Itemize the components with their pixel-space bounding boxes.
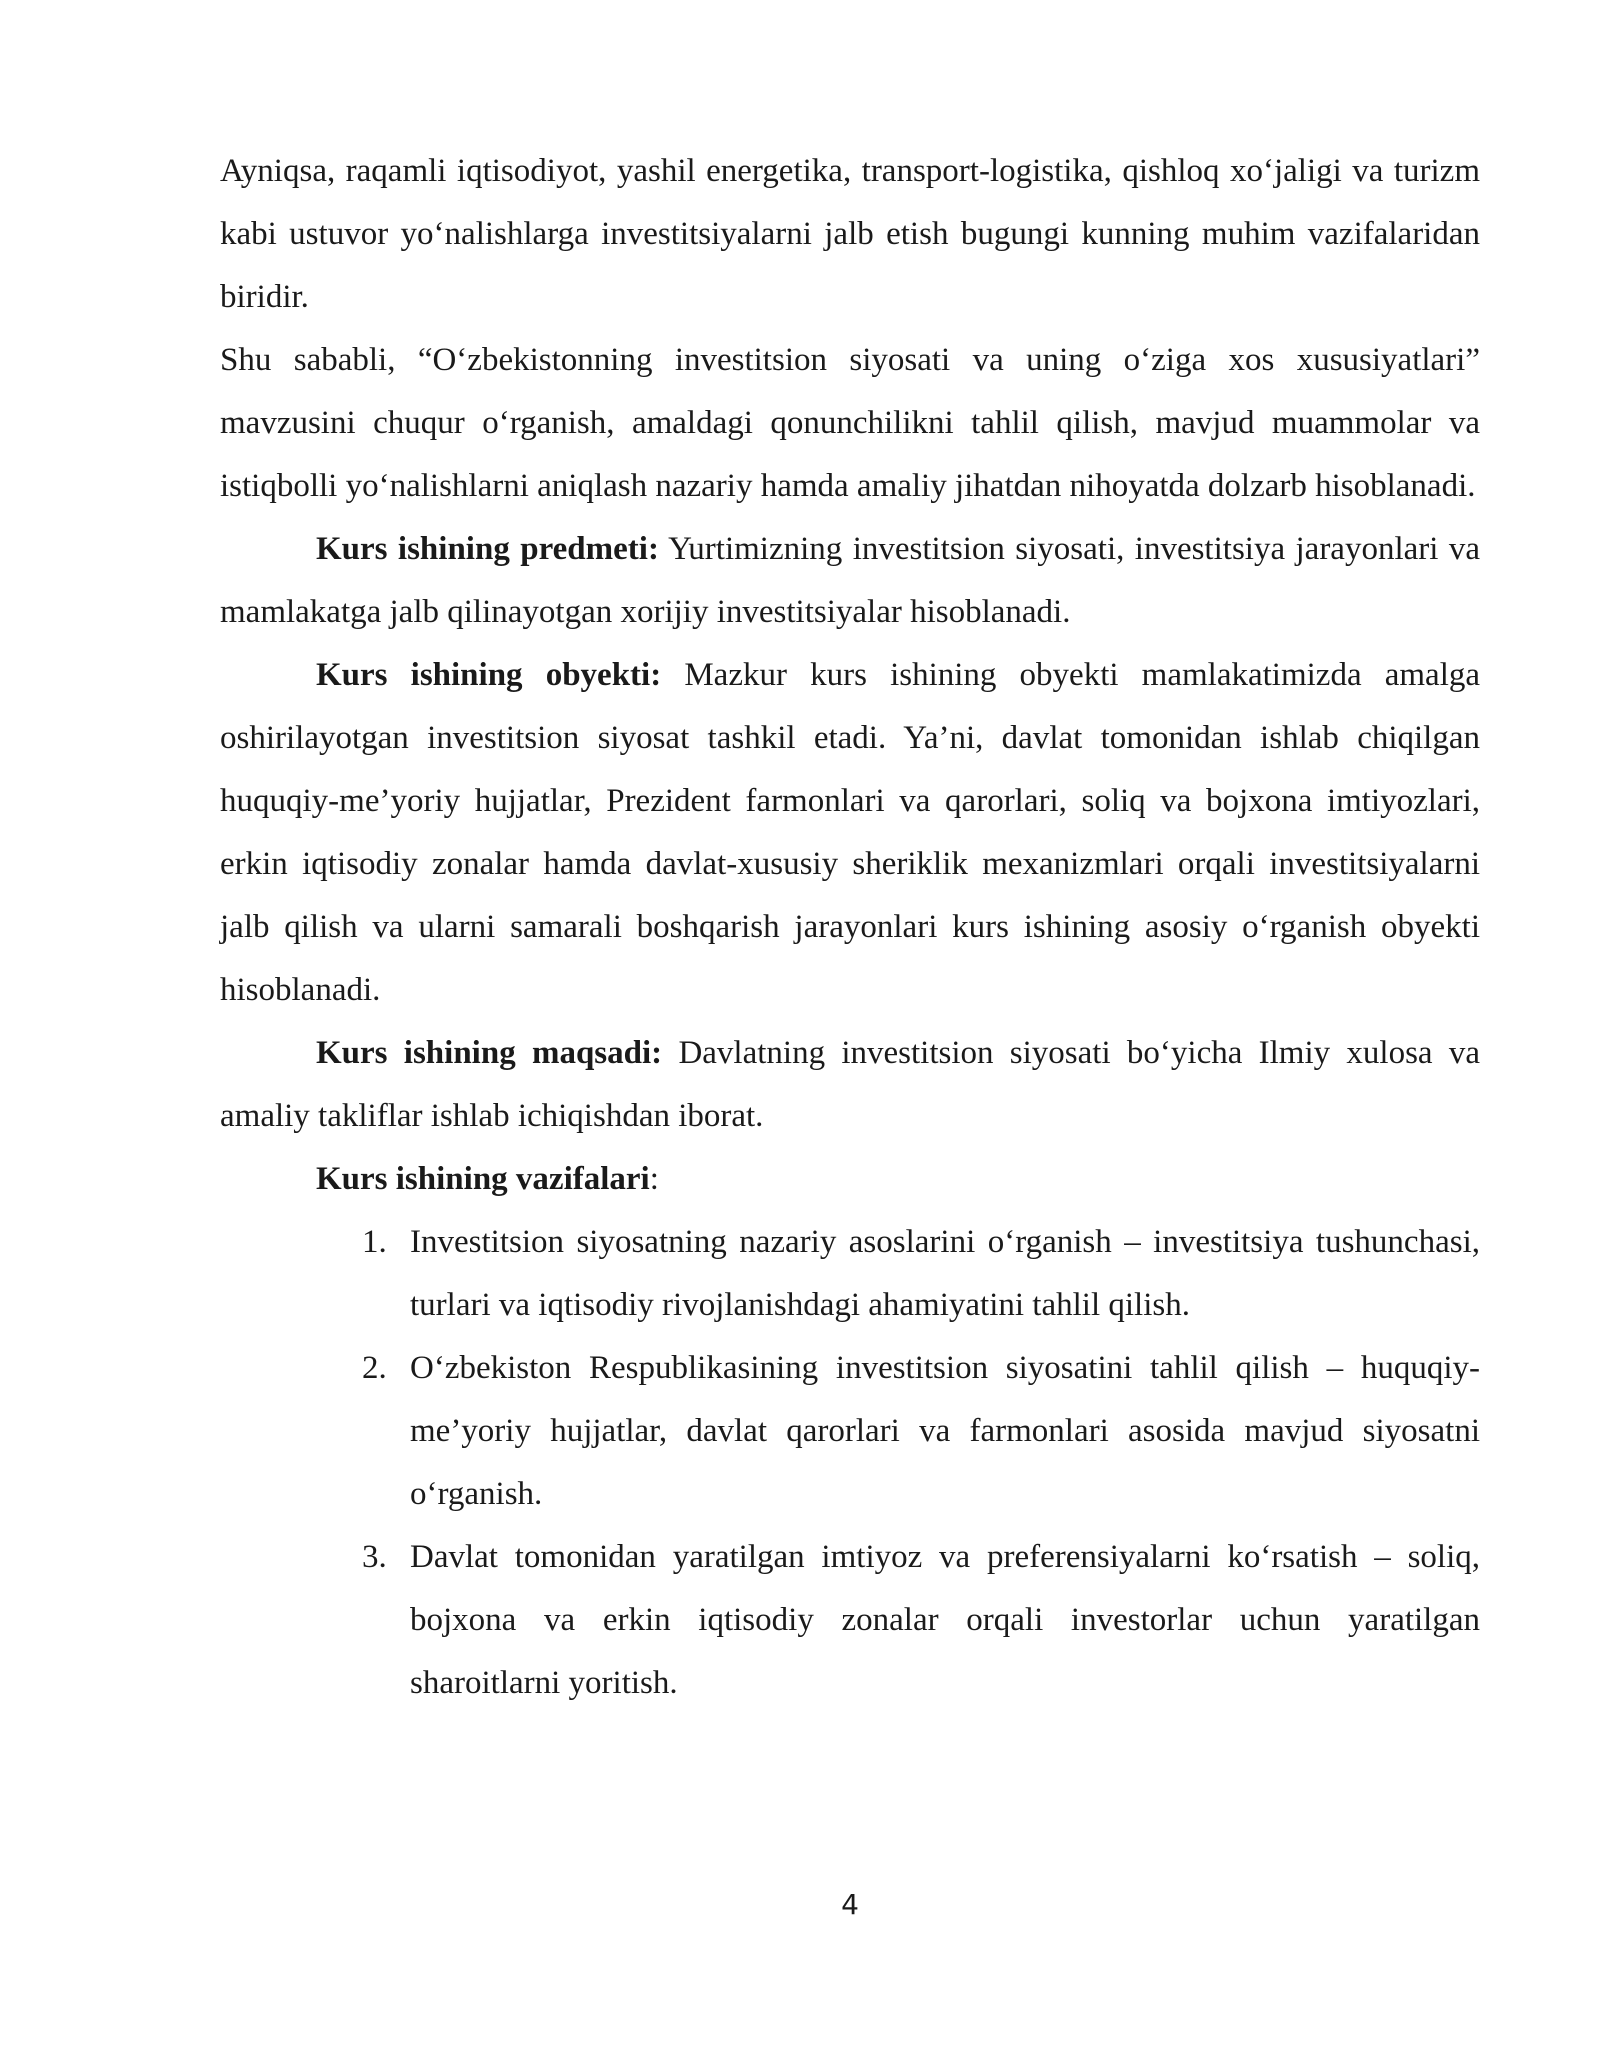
object-text: Mazkur kurs ishining obyekti mamlakatimizda amalga oshirilayotgan investitsion siyosat tashkil etadi. Ya’ni, davlat tomonidan ishlab chiqilgan huquqiy-me’yoriy hujjatlar, Prezident farmonlari va qarorlari, soliq va bojxona imtiyozlari, erkin iqtisodiy zonalar hamda davlat-xususiy sheriklik mexanizmlari orqali investitsiyalarni jalb qilish va ularni samarali boshqarish jarayonlari kurs ishining asosiy o‘rganish obyekti hisoblanadi. (220, 657, 1481, 1008)
subject-label: Kurs ishining predmeti: (316, 531, 659, 567)
list-item-number: 2. (362, 1350, 387, 1386)
list-item-text: O‘zbekiston Respublikasining investitsion siyosatini tahlil qilish – huquqiy-me’yoriy hujjatlar, davlat qarorlari va farmonlari asosida mavjud siyosatni o‘rganish. (410, 1350, 1480, 1512)
paragraph-subject (220, 518, 1480, 644)
list-item (220, 1211, 1480, 1337)
paragraph-goal (220, 1022, 1480, 1148)
list-item-number: 1. (362, 1224, 387, 1260)
paragraph-tasks-heading (220, 1148, 1480, 1211)
tasks-list (220, 1211, 1480, 1715)
paragraph-relevance: Shu sababli, “O‘zbekistonning investitsion siyosati va uning o‘ziga xos xususiyatlari” mavzusini chuqur o‘rganish, amaldagi qonunchilikni tahlil qilish, mavjud muammolar va istiqbolli yo‘nalishlarni aniqlash nazariy hamda amaliy jihatdan nihoyatda dolzarb hisoblanadi. (220, 342, 1480, 504)
goal-text: Davlatning investitsion siyosati bo‘yicha Ilmiy xulosa va amaliy takliflar ishlab ichiqishdan iborat. (220, 1035, 1480, 1134)
page-number: 4 (841, 1888, 859, 1921)
goal-label: Kurs ishining maqsadi: (316, 1035, 663, 1071)
object-label: Kurs ishining obyekti: (316, 657, 662, 693)
tasks-colon: : (649, 1161, 659, 1197)
list-item (220, 1337, 1480, 1526)
tasks-label: Kurs ishining vazifalari (316, 1161, 650, 1197)
body-text (220, 140, 1480, 1715)
list-item-text: Davlat tomonidan yaratilgan imtiyoz va preferensiyalarni ko‘rsatish – soliq, bojxona va erkin iqtisodiy zonalar orqali investorlar uchun yaratilgan sharoitlarni yoritish. (410, 1539, 1480, 1701)
paragraph-intro: Ayniqsa, raqamli iqtisodiyot, yashil energetika, transport-logistika, qishloq xo‘jaligi va turizm kabi ustuvor yo‘nalishlarga investitsiyalarni jalb etish bugungi kunning muhim vazifalaridan biridir. (220, 153, 1480, 315)
list-item-text: Investitsion siyosatning nazariy asoslarini o‘rganish – investitsiya tushunchasi, turlari va iqtisodiy rivojlanishdagi ahamiyatini tahlil qilish. (410, 1224, 1480, 1323)
list-item-number: 3. (362, 1539, 387, 1575)
paragraph-object (220, 644, 1480, 1022)
subject-text: Yurtimizning investitsion siyosati, investitsiya jarayonlari va mamlakatga jalb qilinayotgan xorijiy investitsiyalar hisoblanadi. (220, 531, 1480, 630)
list-item (220, 1526, 1480, 1715)
